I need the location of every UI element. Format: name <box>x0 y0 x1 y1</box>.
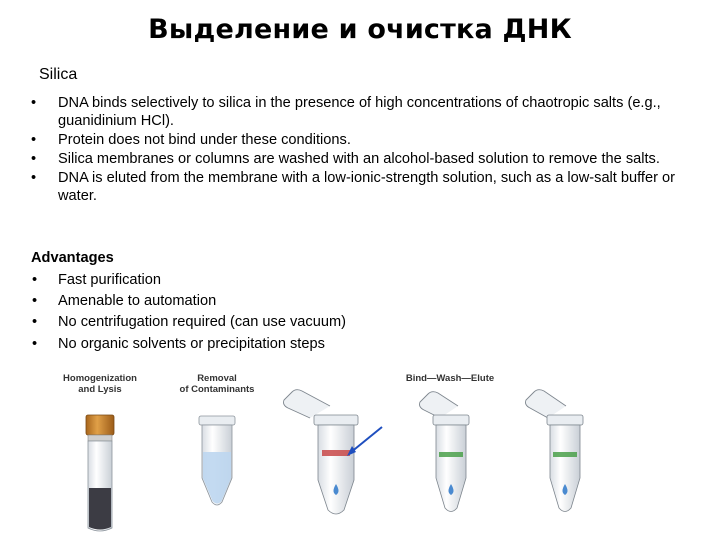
bullet-dot: • <box>31 170 37 186</box>
tissue-sample <box>89 488 111 530</box>
bullet-dot: • <box>31 132 37 148</box>
list-item-text: DNA binds selectively to silica in the presence of high concentrations of chaotropic salts (e.g., guanidinium HCl). <box>58 95 661 129</box>
tube-neck <box>88 435 112 441</box>
list-item-text: No organic solvents or precipitation steps <box>58 335 325 352</box>
tube-cap <box>86 415 114 435</box>
list-item-text: Amenable to automation <box>58 293 217 310</box>
list-item-text: Fast purification <box>58 272 162 288</box>
spin-column-2 <box>420 392 470 512</box>
tube-rim <box>199 416 235 425</box>
silica-membrane <box>439 452 463 457</box>
list-item-text: DNA is eluted from the membrane with a low-ionic-strength solution, such as a low-salt buffer or water. <box>58 170 675 204</box>
column-lid <box>526 390 567 418</box>
cleared-lysate <box>203 452 231 504</box>
bullet-dot: • <box>31 151 37 167</box>
bullet-dot: • <box>31 95 37 111</box>
column-rim <box>314 415 358 425</box>
silica-membrane <box>553 452 577 457</box>
caption-removal: Removal of Contaminants <box>179 373 255 395</box>
list-item-text: Silica membranes or columns are washed with an alcohol-based solution to remove the salts. <box>58 151 660 167</box>
list-item <box>31 334 531 355</box>
bullet-dot: • <box>32 293 38 310</box>
column-rim <box>547 415 583 425</box>
column-body <box>436 425 466 512</box>
list-item <box>31 291 531 312</box>
list-item <box>31 270 531 291</box>
column-body <box>318 425 354 514</box>
purification-workflow-figure <box>0 360 720 540</box>
bullet-dot: • <box>32 335 38 352</box>
slide-title: Выделение и очистка ДНК <box>148 14 572 45</box>
column-body <box>550 425 580 512</box>
bullet-dot: • <box>32 272 38 288</box>
spin-column-3 <box>526 390 584 512</box>
column-lid <box>420 392 459 418</box>
spin-column-1 <box>284 390 359 514</box>
list-item <box>31 169 691 205</box>
list-item <box>31 94 691 130</box>
caption-homogenization: Homogenization and Lysis <box>63 373 137 395</box>
arrow-line <box>350 427 382 453</box>
centrifuge-tube <box>199 416 235 505</box>
advantages-bullet-list <box>31 270 531 355</box>
subheading-silica: Silica <box>39 66 78 83</box>
caption-bind-wash-elute: Bind—Wash—Elute <box>405 373 495 384</box>
list-item <box>31 131 691 149</box>
list-item <box>31 312 531 333</box>
advantages-heading: Advantages <box>31 250 114 266</box>
list-item-text: Protein does not bind under these conditions. <box>58 132 351 148</box>
lysis-tube <box>86 415 114 531</box>
silica-membrane <box>322 450 350 456</box>
column-lid <box>284 390 331 418</box>
list-item-text: No centrifugation required (can use vacuum) <box>58 314 346 331</box>
silica-bullet-list <box>31 94 691 206</box>
list-item <box>31 150 691 168</box>
column-rim <box>433 415 469 425</box>
bullet-dot: • <box>32 314 38 331</box>
